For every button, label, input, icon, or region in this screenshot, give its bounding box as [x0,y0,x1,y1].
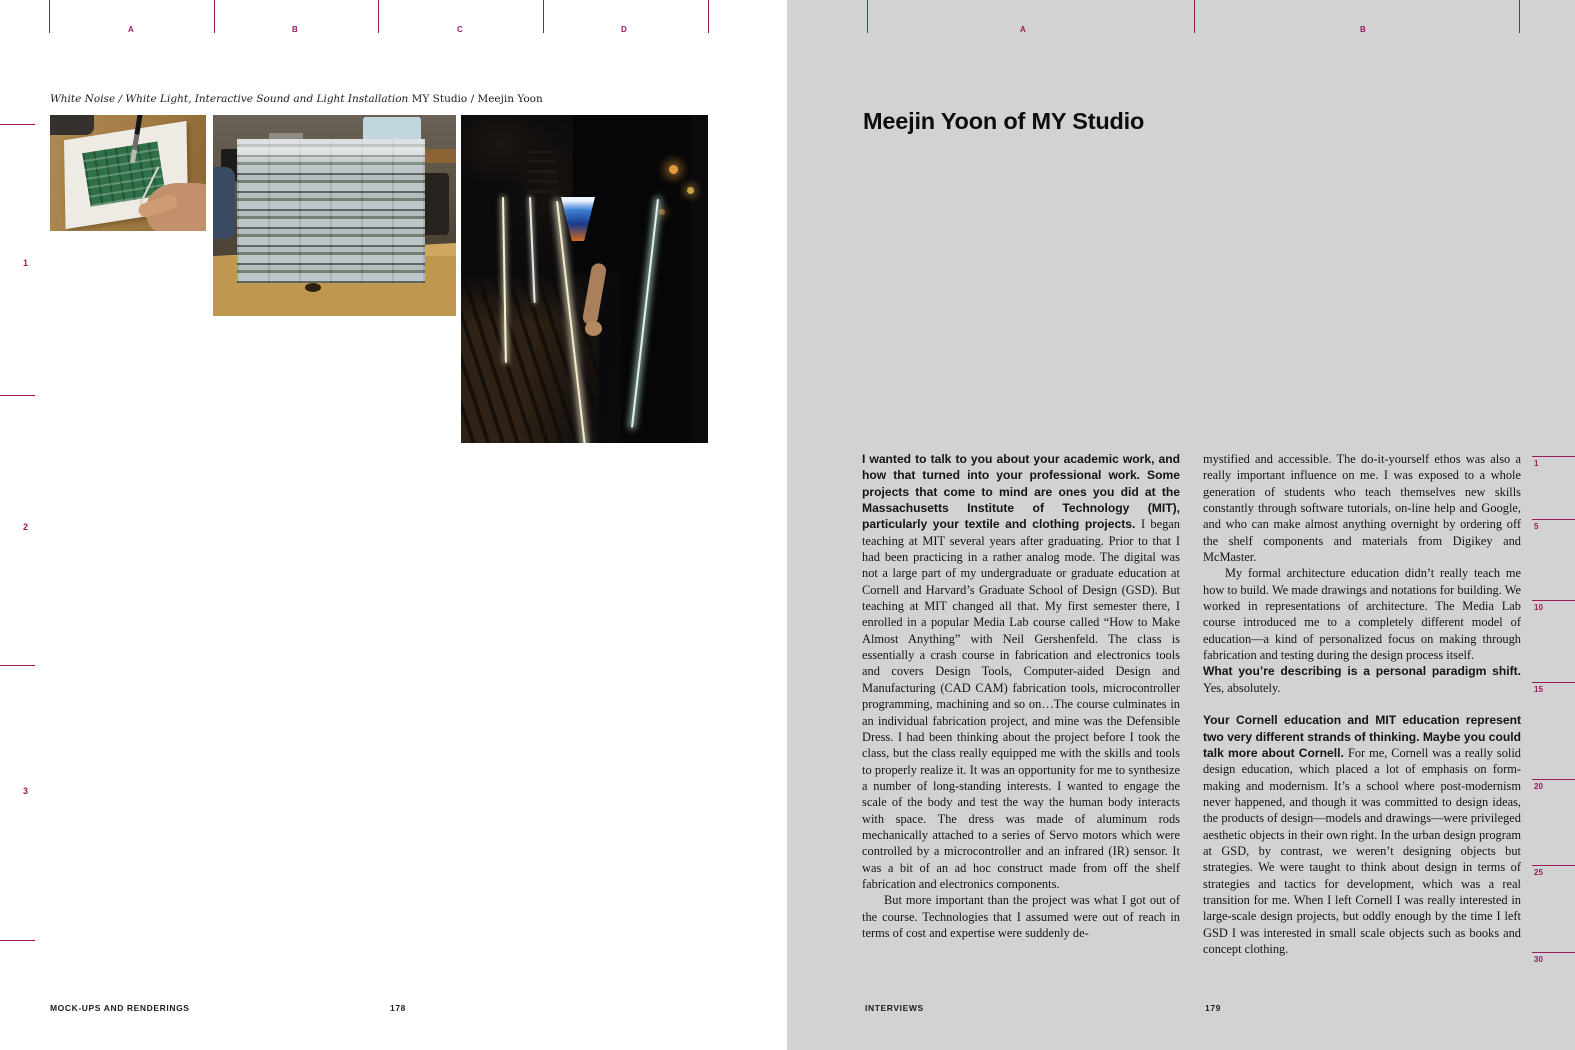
line-number-tick-icon [1532,865,1575,866]
interview-answer-text: But more important than the project was what I got out of the course. Technologies that I assumed were out of reach in terms of cost and expertise were suddenly de- [862,893,1180,940]
caption-project-title: White Noise / White Light, Interactive Sound and Light Installation [50,93,409,105]
interview-paragraph [862,892,1180,941]
photo-light-installation-night [461,115,708,443]
line-number-tick-icon [1532,682,1575,683]
grid-letter-a: A [128,25,135,34]
line-number-10: 10 [1534,603,1543,612]
page-number-left: 178 [390,1003,406,1013]
photo-acrylic-module-stack [213,115,456,316]
footer-section-left: MOCK-UPS AND RENDERINGS [50,1003,190,1013]
interview-answer-text: My formal architecture education didn’t really teach me how to build. We made drawings and notations for building. We worked in representations of architecture. The Media Lab course introduced me to a completely different model of education—a kind of personalized focus on making through fabrication and testing during the design process itself. [1203,566,1521,663]
line-number-30: 30 [1534,955,1543,964]
interview-answer-text: I began teaching at MIT several years after graduating. Prior to that I had been practicing in a rather analog mode. The digital was not a large part of my undergraduate or graduate education at Cornell and Harvard’s Graduate School of Design (GSD). But teaching at MIT changed all that. My first semester there, I enrolled in a popular Media Lab course called “How to Make Almost Anything” with Neil Gershenfeld. The class is essentially a crash course in fabrication and electronics tools and covers Design Tools, Computer-aided Design and Manufacturing (CAD CAM) fabrication tools, microcontroller programming, machining and so on…The course culminates in an individual fabrication project, and mine was the Defensible Dress. I had been thinking about the project before I took the class, but the class really equipped me with the skills and tools to properly realize it. It was an opportunity for me to synthesize a number of long-standing interests. I wanted to engage the scale of the body and test the way the human body interacts with space. The dress was made of aluminum rods mechanically attached to a series of Servo motors which were controlled by a microcontroller and an infrared (IR) sensor. It was a bit of an ad hoc construct made from off the shelf fabrication and electronics components. [862,517,1180,891]
grid-letter-d: D [621,25,628,34]
grid-letter-b: B [1360,25,1367,34]
grid-letter-b: B [292,25,299,34]
crop-mark-icon [708,0,709,33]
line-number-tick-icon [1532,952,1575,953]
footer-section-right: INTERVIEWS [865,1003,924,1013]
ruler-number-3: 3 [23,786,29,796]
crop-mark-icon [214,0,215,33]
photo-caption [50,93,543,105]
table-hole [305,283,321,292]
line-number-25: 25 [1534,868,1543,877]
lantern-light [687,187,694,194]
crop-mark-icon [867,0,868,33]
page-right [787,0,1575,1050]
ruler-number-2: 2 [23,522,29,532]
grid-letter-c: C [457,25,464,34]
person-sleeve [213,167,235,239]
interview-paragraph [1203,712,1521,957]
line-number-5: 5 [1534,522,1539,531]
interview-answer-text: Yes, absolutely. [1203,680,1281,695]
ruler-tick-icon [0,124,35,125]
line-number-tick-icon [1532,519,1575,520]
hand [585,321,602,336]
photo-soldering-circuit-board [50,115,206,231]
interview-paragraph [1203,451,1521,565]
interview-column-1 [862,451,1180,941]
line-number-tick-icon [1532,600,1575,601]
ruler-tick-icon [0,395,35,396]
interview-column-2 [1203,451,1521,957]
crop-mark-icon [49,0,50,33]
background-trees [461,115,591,265]
interview-answer-text: For me, Cornell was a really solid design education, which placed a lot of emphasis on form-making and modernism. It’s a school where post-modernism never happened, and though it was committed to design ideas, the products of design—models and drawings—were privileged aesthetic objects in their own right. In the urban design program at GSD, by contrast, we weren’t designing objects but strategies. We were taught to think about design in terms of strategies and tactics for development, which was a real transition for me. When I left Cornell I was really interested in large-scale design projects, but oddly enough by the time I left GSD I was interested in small scale objects such as books and concept clothing. [1203,745,1521,956]
interview-question-text: What you’re describing is a personal paradigm shift. [1203,664,1521,679]
crop-mark-icon [378,0,379,33]
background-window [527,151,557,193]
crop-mark-icon [543,0,544,33]
interview-paragraph [1203,663,1521,696]
caption-studio: MY Studio / Meejin Yoon [408,93,543,105]
lantern-light [669,165,678,174]
electronics-stack [237,139,425,283]
page-number-right: 179 [1205,1003,1221,1013]
line-number-tick-icon [1532,456,1575,457]
page-left [0,0,787,1050]
interview-question-text: Your Cornell education and MIT education represent two very different strands of thinking. Maybe you could talk more about Cornell. [1203,713,1521,760]
line-number-1: 1 [1534,459,1539,468]
interview-paragraph [862,451,1180,892]
ruler-number-1: 1 [23,258,29,268]
tool-icon [50,115,94,135]
interview-question-text: I wanted to talk to you about your academic work, and how that turned into your professional work. Some projects that come to mind are ones you did at the Massachusetts Institute of Technology (MIT), particularly your textile and clothing projects. [862,452,1180,532]
ruler-tick-icon [0,665,35,666]
lantern-light [659,209,665,215]
crop-mark-icon [1194,0,1195,33]
line-number-tick-icon [1532,779,1575,780]
interview-answer-text: mystified and accessible. The do-it-yourself ethos was also a really important influence on me. I was exposed to a whole generation of students who teach themselves new skills constantly through software tutorials, on-line help and Google, and who can make almost anything overnight by ordering off the shelf components and materials from Digikey and McMaster. [1203,452,1521,565]
grid-letter-a: A [1020,25,1027,34]
page-title: Meejin Yoon of MY Studio [863,108,1145,134]
interview-paragraph [1203,565,1521,663]
crop-mark-icon [1519,0,1520,33]
line-number-20: 20 [1534,782,1543,791]
ruler-tick-icon [0,940,35,941]
line-number-15: 15 [1534,685,1543,694]
